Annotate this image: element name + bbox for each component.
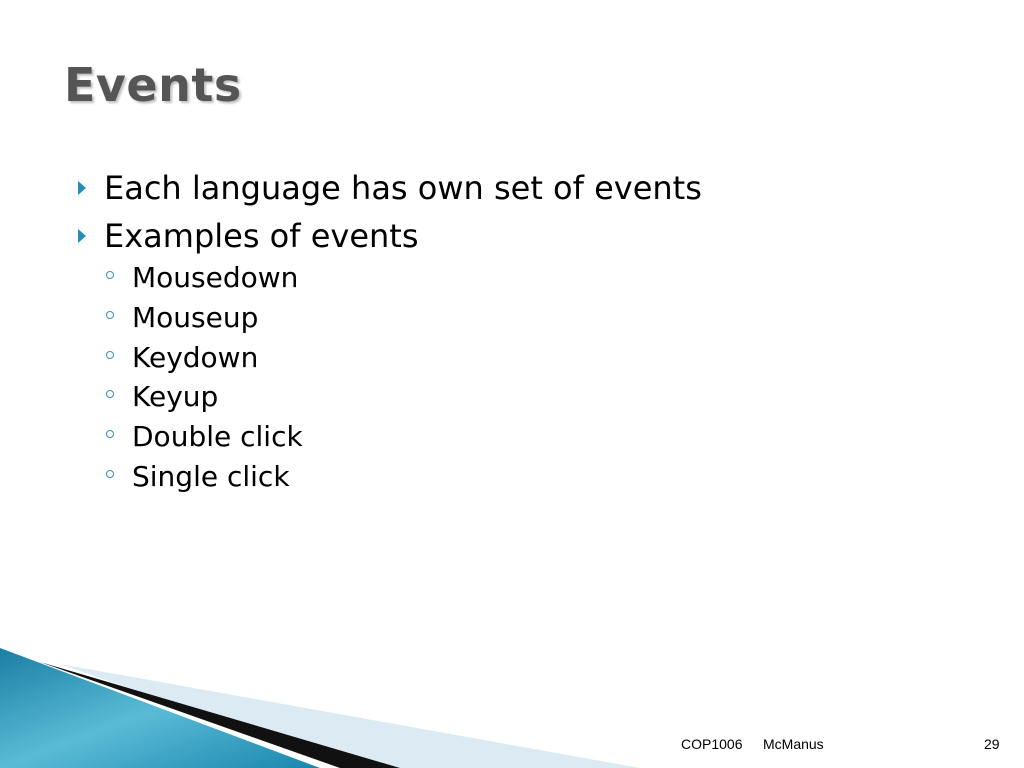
sub-bullet-item (106, 258, 303, 298)
bullet-list (78, 164, 702, 260)
sub-bullet-text: Keyup (132, 380, 219, 414)
bullet-text: Each language has own set of events (104, 169, 702, 207)
sub-bullet-text: Keydown (132, 340, 259, 374)
sub-bullet-text: Mousedown (132, 261, 299, 294)
circle-bullet-icon (106, 271, 114, 279)
circle-bullet-icon (106, 311, 114, 319)
sub-bullet-item (106, 298, 303, 338)
sub-bullet-list (106, 258, 303, 497)
footer-course: COP1006 (681, 736, 743, 752)
sub-bullet-text: Mouseup (132, 300, 259, 334)
triangle-bullet-icon (78, 181, 86, 195)
sub-bullet-item (106, 338, 303, 378)
sub-bullet-item (106, 417, 303, 457)
bullet-item (78, 212, 702, 260)
bullet-text: Examples of events (104, 217, 419, 255)
circle-bullet-icon (106, 351, 114, 359)
slide-title: Events (64, 58, 242, 112)
page-number: 29 (984, 736, 1000, 752)
sub-bullet-text: Double click (132, 420, 303, 454)
bullet-item (78, 164, 702, 212)
sub-bullet-item (106, 377, 303, 417)
triangle-bullet-icon (78, 229, 86, 243)
circle-bullet-icon (106, 390, 114, 398)
sub-bullet-item (106, 457, 303, 497)
circle-bullet-icon (106, 430, 114, 438)
footer-author: McManus (763, 736, 824, 752)
circle-bullet-icon (106, 470, 114, 478)
sub-bullet-text: Single click (132, 459, 290, 493)
